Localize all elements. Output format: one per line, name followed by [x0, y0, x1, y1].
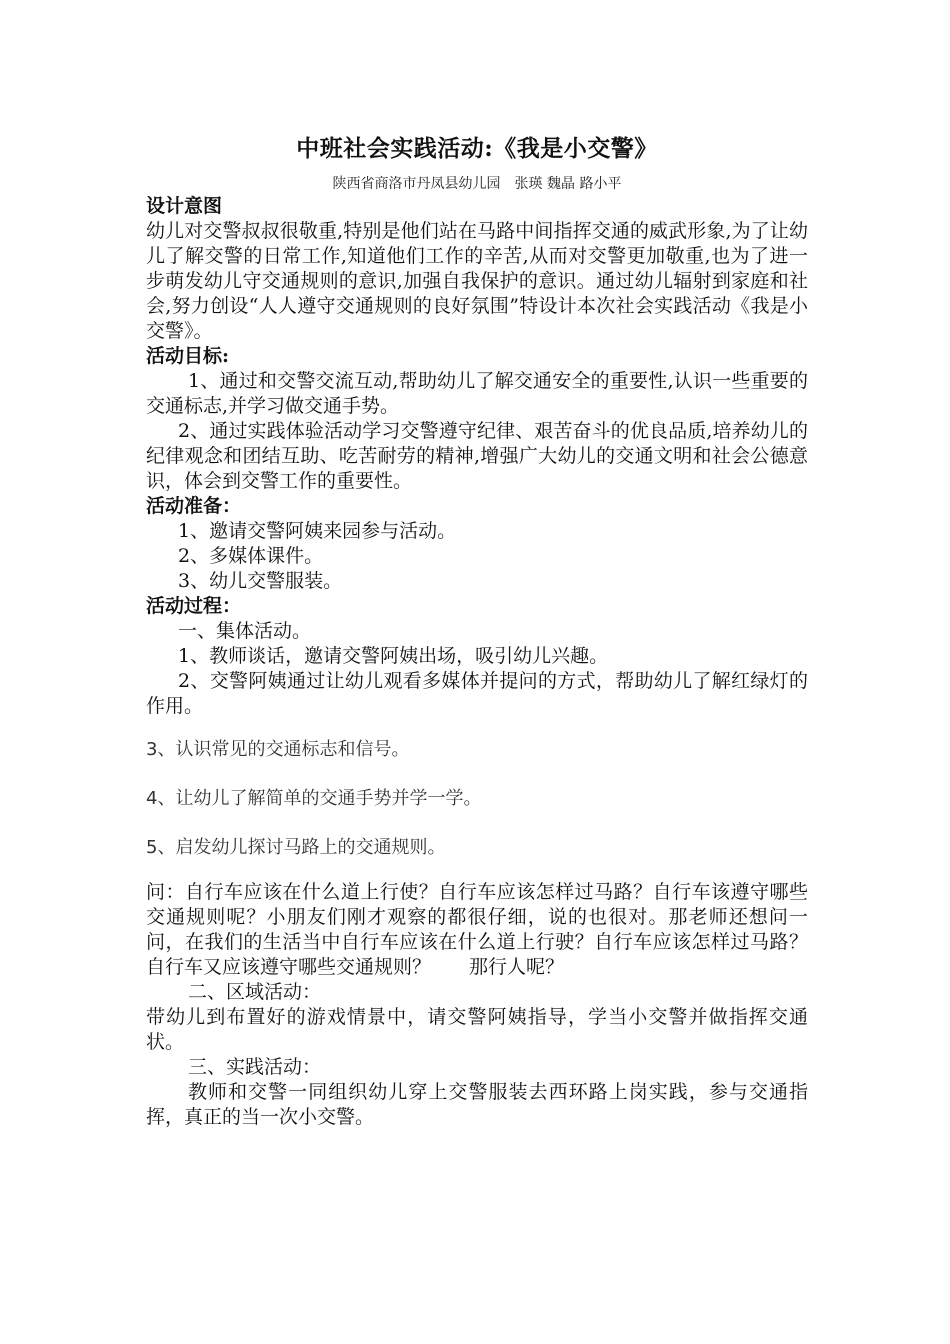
prep-item-2: 2、多媒体课件。	[178, 545, 324, 567]
process-heading: 活动过程：	[146, 595, 242, 617]
process-step-1: 1、教师谈话，邀请交警阿姨出场，吸引幼儿兴趣。	[178, 645, 609, 667]
prep-item-3: 3、幼儿交警服装。	[178, 570, 343, 592]
part-3-heading: 三、实践活动：	[188, 1056, 322, 1078]
part-1-heading: 一、集体活动。	[178, 620, 312, 642]
author-line: 陕西省商洛市丹凤县幼儿园 张瑛 魏晶 路小平	[332, 176, 622, 192]
goal-item-2: 2、通过实践体验活动学习交警遵守纪律、艰苦奋斗的优良品质,培养幼儿的纪律观念和团结互助、吃苦耐劳的精神,增强广大幼儿的交通文明和社会公德意识，体会到交警工作的重要性。	[146, 420, 808, 492]
part-2-paragraph: 带幼儿到布置好的游戏情景中，请交警阿姨指导，学当小交警并做指挥交通状。	[146, 1006, 808, 1053]
goals-heading: 活动目标:	[146, 345, 230, 367]
process-step-4: 4、让幼儿了解简单的交通手势并学一学。	[146, 788, 482, 809]
prep-item-1: 1、邀请交警阿姨来园参与活动。	[178, 520, 457, 542]
process-step-3: 3、认识常见的交通标志和信号。	[146, 739, 410, 760]
process-step-5: 5、启发幼儿探讨马路上的交通规则。	[146, 837, 446, 858]
question-paragraph: 问：自行车应该在什么道上行使？自行车应该怎样过马路？自行车该遵守哪些交通规则呢？小朋友们刚才观察的都很仔细，说的也很对。那老师还想问一问，在我们的生活当中自行车应该在什么道上行驶？自行车应该怎样过马路？自行车又应该遵守哪些交通规则？ 那行人呢？	[146, 881, 808, 978]
document-title: 中班社会实践活动:《我是小交警》	[296, 135, 658, 162]
document-body	[146, 134, 808, 1130]
design-paragraph: 幼儿对交警叔叔很敬重,特别是他们站在马路中间指挥交通的威武形象,为了让幼儿了解交警的日常工作,知道他们工作的辛苦,从而对交警更加敬重,也为了进一步萌发幼儿守交通规则的意识,加强自我保护的意识。通过幼儿辐射到家庭和社会,努力创设“人人遵守交通规则的良好氛围”特设计本次社会实践活动《我是小交警》。	[146, 220, 808, 342]
design-heading: 设计意图	[146, 195, 223, 217]
part-3-paragraph: 教师和交警一同组织幼儿穿上交警服装去西环路上岗实践，参与交通指挥，真正的当一次小交警。	[146, 1081, 808, 1128]
goal-item-1: 1、通过和交警交流互动,帮助幼儿了解交通安全的重要性,认识一些重要的交通标志,并学习做交通手势。	[146, 370, 808, 417]
prep-heading: 活动准备：	[146, 495, 242, 517]
part-2-heading: 二、区域活动：	[188, 981, 322, 1003]
process-step-2: 2、交警阿姨通过让幼儿观看多媒体并提问的方式，帮助幼儿了解红绿灯的作用。	[146, 670, 808, 717]
